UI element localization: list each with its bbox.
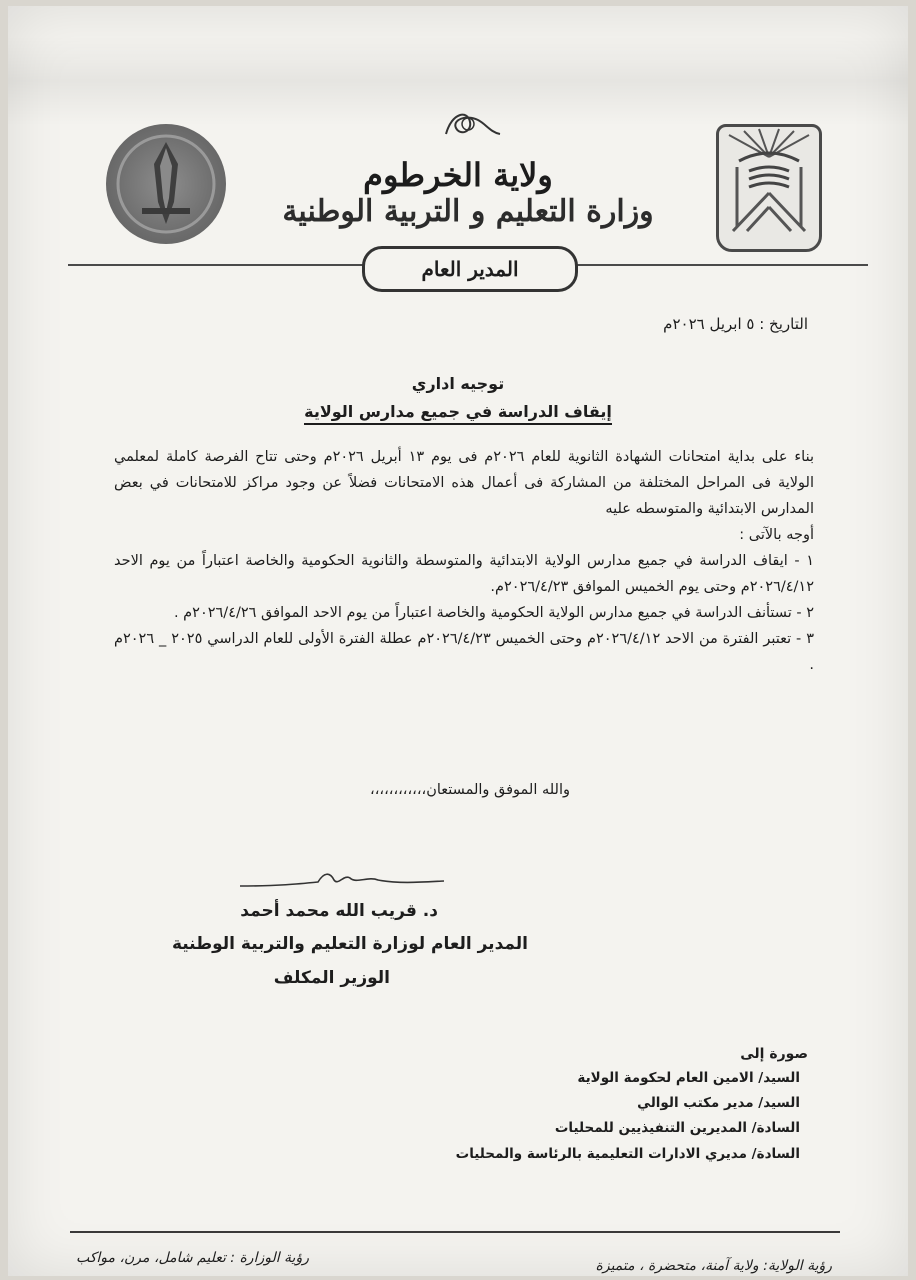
body-item-3: ٣ - تعتبر الفترة من الاحد ٢٠٢٦/٤/١٢م وحتى الخميس ٢٠٢٦/٤/٢٣م عطلة الفترة الأولى للعام الدراسي ٢٠٢٥ _ ٢٠٢٦م . bbox=[114, 631, 814, 673]
body-intro: بناء على بداية امتحانات الشهادة الثانوية للعام ٢٠٢٦م فى يوم ١٣ أبريل ٢٠٢٦م وحتى تتاح الفرصة كاملة لمعلمي الولاية فى المراحل المختلفة من المشاركة فى أعمال هذه الامتحانات فضلاً عن وجود مراكز للامتحانات في بعض المدارس الابتدائية والمتوسطه عليه bbox=[114, 449, 814, 517]
document-page bbox=[8, 6, 908, 1276]
state-crest bbox=[716, 124, 822, 252]
document-date: التاريخ : ٥ ابريل ٢٠٢٦م bbox=[663, 315, 808, 333]
ministry-name: وزارة التعليم و التربية الوطنية bbox=[282, 194, 654, 229]
seal-calligraphy-icon bbox=[438, 106, 504, 142]
body-item-1: ١ - ايقاف الدراسة في جميع مدارس الولاية الابتدائية والمتوسطة والثانوية الحكومية والخاصة اعتباراً من يوم الاحد ٢٠٢٦/٤/١٢م وحتى يوم الخميس الموافق ٢٠٢٦/٤/٢٣م. bbox=[114, 553, 814, 595]
subject-title bbox=[8, 402, 908, 421]
copy-recipient: السيد/ مدير مكتب الوالي bbox=[637, 1095, 800, 1111]
ministry-logo bbox=[106, 124, 226, 244]
copies-heading: صورة إلى bbox=[740, 1046, 808, 1062]
footer-divider bbox=[70, 1231, 840, 1233]
signatory-role: الوزير المكلف bbox=[273, 968, 390, 988]
signatory-name: د. قريب الله محمد أحمد bbox=[240, 901, 438, 921]
state-name: ولاية الخرطوم bbox=[363, 156, 553, 194]
copy-recipient: السادة/ المديرين التنفيذيين للمحليات bbox=[554, 1120, 800, 1136]
body-directive: أوجه بالآتى : bbox=[739, 527, 814, 543]
office-badge: المدير العام bbox=[362, 246, 578, 292]
closing-line: والله الموفق والمستعان،،،،،،،،،،،، bbox=[370, 782, 570, 798]
ministry-vision: رؤية الوزارة : تعليم شامل، مرن، مواكب bbox=[76, 1250, 309, 1266]
handwritten-signature bbox=[238, 868, 448, 892]
state-vision: رؤية الولاية: ولاية آمنة، متحضرة ، متميزة bbox=[595, 1258, 832, 1274]
subject-title-text: إيقاف الدراسة في جميع مدارس الولاية bbox=[304, 402, 612, 425]
signatory-title: المدير العام لوزارة التعليم والتربية الوطنية bbox=[171, 934, 528, 954]
document-body bbox=[114, 444, 814, 678]
copy-recipient: السادة/ مديري الادارات التعليمية بالرئاسة والمحليات bbox=[455, 1146, 800, 1162]
body-item-2: ٢ - تستأنف الدراسة في جميع مدارس الولاية الحكومية والخاصة اعتباراً من يوم الاحد الموافق ٢٠٢٦/٤/٢٦م . bbox=[173, 605, 814, 621]
subject-heading: توجيه اداري bbox=[411, 374, 505, 393]
copy-recipient: السيد/ الامين العام لحكومة الولاية bbox=[577, 1070, 800, 1086]
